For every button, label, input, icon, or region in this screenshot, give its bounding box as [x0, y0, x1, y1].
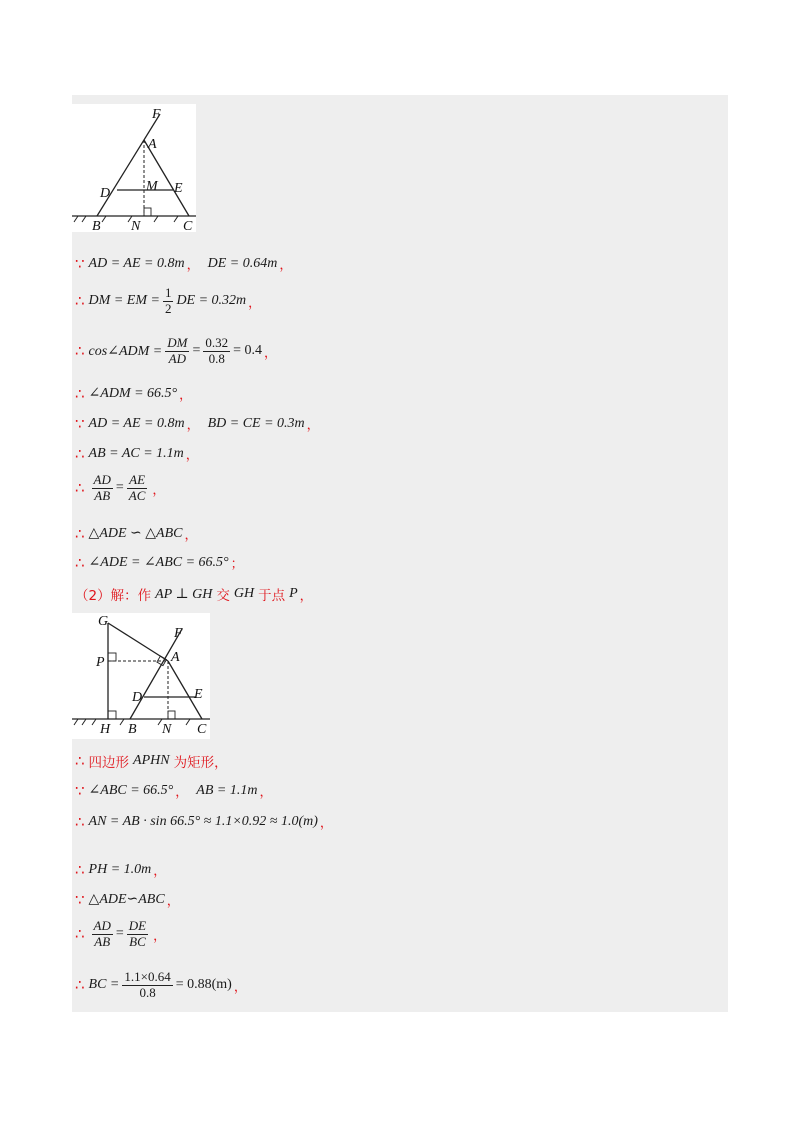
fraction-dm-ad	[165, 336, 189, 367]
fig2-label-B: B	[128, 722, 137, 737]
frac-num: AD	[93, 918, 111, 933]
frac-num: AD	[93, 472, 111, 487]
comma: ，	[152, 481, 166, 497]
fig2-label-F: F	[174, 626, 183, 641]
fig2-label-N: N	[162, 722, 172, 737]
fig2-label-A: A	[171, 650, 180, 665]
step-1-text-a: AD = AE = 0.8m	[88, 255, 185, 271]
fig1-label-N: N	[131, 219, 141, 232]
comma: ，	[186, 257, 200, 272]
therefore-symbol: ∴	[75, 976, 85, 995]
frac-den: AD	[168, 350, 186, 366]
step-15-text: △ADE∽ABC	[88, 892, 165, 907]
step-13-text: AN = AB · sin 66.5° ≈ 1.1×0.92 ≈ 1.0(m)	[88, 813, 318, 829]
step-10-p: P	[289, 586, 298, 601]
comma: ，	[166, 893, 180, 908]
fraction-ad-ab-2	[92, 919, 113, 950]
comma: ，	[319, 815, 333, 830]
step-10-gh: GH	[233, 586, 255, 601]
fig2-label-C: C	[197, 722, 207, 737]
fig2-label-P: P	[96, 655, 105, 670]
comma: ，	[259, 784, 273, 799]
step-4	[75, 384, 192, 403]
step-17	[75, 970, 247, 1001]
comma: ，	[248, 294, 262, 310]
step-9	[75, 553, 244, 572]
therefore-symbol: ∴	[75, 292, 85, 311]
step-2	[75, 286, 261, 317]
step-2-text-a: DM = EM =	[88, 293, 160, 309]
frac-den: BC	[129, 933, 146, 949]
step-8	[75, 524, 197, 543]
fraction-de-bc	[127, 919, 148, 950]
step-13	[75, 812, 333, 831]
step-8-text: △ADE ∽ △ABC	[88, 526, 183, 541]
figure-1-ladder-diagram	[72, 104, 196, 232]
step-11	[75, 751, 228, 771]
comma: ，	[175, 784, 189, 799]
because-symbol: ∵	[75, 890, 85, 909]
frac-num: DM	[167, 335, 188, 350]
fig1-label-F: F	[152, 107, 161, 122]
comma: ，	[179, 387, 193, 402]
step-5-text-b: BD = CE = 0.3m	[207, 415, 305, 431]
comma: ，	[153, 927, 167, 943]
step-16: ∴ $\frac{AD}{AB}$ = $\frac{DE}{BC}$ ，	[75, 918, 167, 949]
step-11-aphn: APHN	[133, 753, 170, 768]
frac-num: DE	[128, 918, 147, 933]
fig2-label-H: H	[100, 722, 111, 737]
frac-num: 1	[164, 285, 172, 300]
figure-2-ladder-wall-diagram	[72, 613, 210, 739]
fig2-label-G: G	[98, 614, 109, 629]
comma: ，	[233, 978, 247, 994]
step-4-text: ∠ADM = 66.5°	[88, 386, 178, 401]
step-3-text-a: cos∠ADM =	[88, 343, 163, 359]
because-symbol: ∵	[75, 414, 85, 433]
frac-num: 0.32	[205, 335, 229, 350]
step-7: ∴ $\frac{AD}{AB}$ = $\frac{AE}{AC}$ ，	[75, 472, 166, 503]
step-14	[75, 860, 166, 879]
therefore-symbol: ∴	[75, 925, 85, 944]
because-symbol: ∵	[75, 781, 85, 800]
fig1-label-C: C	[183, 219, 193, 232]
frac-den: 0.8	[208, 350, 225, 366]
frac-num: 1.1×0.64	[124, 969, 171, 984]
fraction-ae-ac	[127, 473, 148, 504]
semicolon: ；	[230, 556, 244, 571]
step-9-text: ∠ADE = ∠ABC = 66.5°	[88, 555, 229, 570]
step-5	[75, 414, 320, 433]
frac-den: 2	[164, 300, 172, 316]
step-1	[75, 254, 292, 273]
fig2-label-E: E	[194, 687, 203, 702]
step-12	[75, 781, 272, 800]
frac-den: AB	[94, 487, 111, 503]
fig1-label-A: A	[148, 137, 157, 152]
comma: ，	[306, 417, 320, 432]
fig1-label-B: B	[92, 219, 101, 232]
step-15	[75, 890, 180, 909]
step-12-text-a: ∠ABC = 66.5°	[88, 783, 174, 798]
frac-den: 0.8	[139, 984, 156, 1000]
comma: ，	[153, 863, 167, 878]
part-2-label: （2）解：作	[75, 588, 152, 604]
comma: ，	[186, 417, 200, 432]
frac-den: AC	[128, 487, 146, 503]
step-11-suffix: 为矩形，	[173, 755, 228, 771]
step-6	[75, 444, 199, 463]
comma: ，	[184, 527, 198, 542]
step-11-prefix: 四边形	[88, 755, 130, 771]
step-3-text-b: = 0.4	[233, 343, 262, 359]
comma: ，	[299, 587, 313, 603]
fraction-ad-ab	[92, 473, 113, 504]
therefore-symbol: ∴	[75, 342, 85, 361]
fraction-032-08	[203, 336, 230, 367]
fig1-label-E: E	[174, 181, 183, 196]
step-10-mid2: 于点	[258, 588, 286, 604]
frac-num: AE	[129, 472, 146, 487]
fraction-bc-calc	[122, 970, 172, 1001]
step-10-mid: 交	[216, 588, 230, 604]
therefore-symbol: ∴	[75, 524, 85, 543]
therefore-symbol: ∴	[75, 479, 85, 498]
comma: ，	[279, 257, 293, 272]
therefore-symbol: ∴	[75, 752, 85, 770]
step-3: ∴ cos∠ADM = $\frac{DM}{AD}$ = $\frac{0.32}{0.8}$ = 0.4 ，	[75, 335, 278, 366]
step-10-part2-heading	[75, 584, 313, 604]
step-17-text-b: = 0.88(m)	[175, 977, 232, 993]
therefore-symbol: ∴	[75, 553, 85, 572]
step-5-text-a: AD = AE = 0.8m	[88, 415, 185, 431]
comma: ，	[185, 447, 199, 462]
step-1-text-b: DE = 0.64m	[207, 255, 278, 271]
therefore-symbol: ∴	[75, 384, 85, 403]
step-14-text: PH = 1.0m	[88, 861, 152, 877]
step-12-text-b: AB = 1.1m	[196, 782, 258, 798]
fraction-one-half	[163, 286, 174, 317]
step-6-text: AB = AC = 1.1m	[88, 445, 184, 461]
step-10-ap-perp-gh: AP ⊥ GH	[155, 586, 213, 602]
fig2-label-D: D	[132, 690, 143, 705]
fig1-label-M: M	[146, 179, 158, 194]
therefore-symbol: ∴	[75, 812, 85, 831]
fig1-label-D: D	[100, 186, 111, 201]
therefore-symbol: ∴	[75, 444, 85, 463]
comma: ，	[264, 344, 278, 360]
because-symbol: ∵	[75, 254, 85, 273]
step-17-text-a: BC =	[88, 977, 120, 993]
frac-den: AB	[94, 933, 111, 949]
step-2-text-b: DE = 0.32m	[176, 293, 247, 309]
therefore-symbol: ∴	[75, 860, 85, 879]
